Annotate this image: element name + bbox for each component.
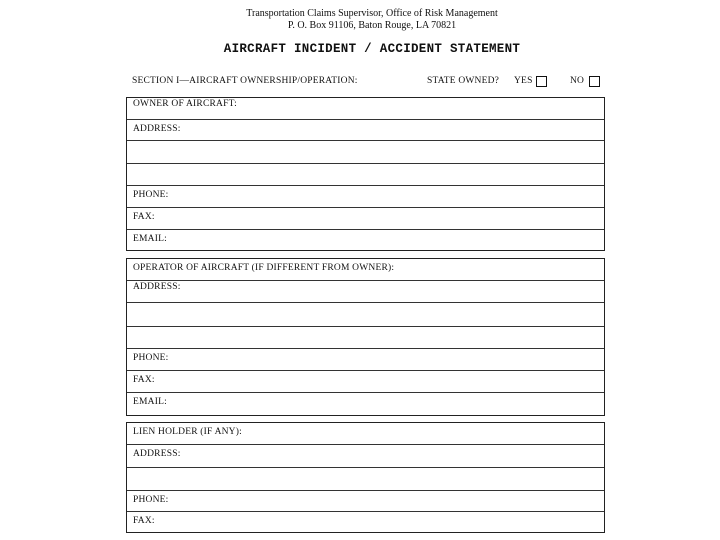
operator-fax-label: FAX: [133, 375, 155, 385]
owner-address-line-2[interactable] [127, 141, 604, 164]
state-owned-no-checkbox[interactable] [589, 76, 600, 87]
owner-label: OWNER OF AIRCRAFT: [133, 99, 237, 109]
lien-phone-field[interactable] [127, 491, 604, 512]
lien-holder-section [126, 422, 605, 533]
lien-holder-label: LIEN HOLDER (IF ANY): [133, 427, 242, 437]
owner-address-line-3[interactable] [127, 164, 604, 186]
yes-label: YES [514, 76, 533, 86]
owner-phone-field[interactable] [127, 186, 604, 208]
owner-address-field[interactable] [127, 120, 604, 141]
lien-fax-label: FAX: [133, 516, 155, 526]
form-title: AIRCRAFT INCIDENT / ACCIDENT STATEMENT [223, 42, 521, 56]
operator-address-line-2[interactable] [127, 303, 604, 327]
owner-section [126, 97, 605, 251]
operator-field[interactable] [127, 259, 604, 281]
no-label: NO [570, 76, 585, 86]
lien-address-field[interactable] [127, 445, 604, 468]
owner-email-label: EMAIL: [133, 234, 167, 244]
state-owned-yes-checkbox[interactable] [536, 76, 547, 87]
operator-address-label: ADDRESS: [133, 282, 181, 292]
operator-fax-field[interactable] [127, 371, 604, 393]
section-1-label: SECTION I—AIRCRAFT OWNERSHIP/OPERATION: [132, 76, 358, 86]
operator-label: OPERATOR OF AIRCRAFT (IF DIFFERENT FROM OWNER): [133, 263, 395, 273]
owner-address-label: ADDRESS: [133, 124, 181, 134]
operator-address-field[interactable] [127, 281, 604, 303]
operator-phone-label: PHONE: [133, 353, 169, 363]
lien-phone-label: PHONE: [133, 495, 169, 505]
operator-section [126, 258, 605, 416]
owner-email-field[interactable] [127, 230, 604, 250]
owner-field[interactable] [127, 98, 604, 120]
lien-address-line-2[interactable] [127, 468, 604, 491]
lien-address-label: ADDRESS: [133, 449, 181, 459]
operator-phone-field[interactable] [127, 349, 604, 371]
state-owned-label: STATE OWNED? [427, 76, 500, 86]
owner-fax-label: FAX: [133, 212, 155, 222]
agency-line: Transportation Claims Supervisor, Office of Risk Management [246, 8, 498, 19]
operator-email-label: EMAIL: [133, 397, 167, 407]
operator-address-line-3[interactable] [127, 327, 604, 349]
operator-email-field[interactable] [127, 393, 604, 415]
owner-phone-label: PHONE: [133, 190, 169, 200]
address-line: P. O. Box 91106, Baton Rouge, LA 70821 [287, 20, 457, 31]
lien-holder-field[interactable] [127, 423, 604, 445]
lien-fax-field[interactable] [127, 512, 604, 532]
owner-fax-field[interactable] [127, 208, 604, 230]
